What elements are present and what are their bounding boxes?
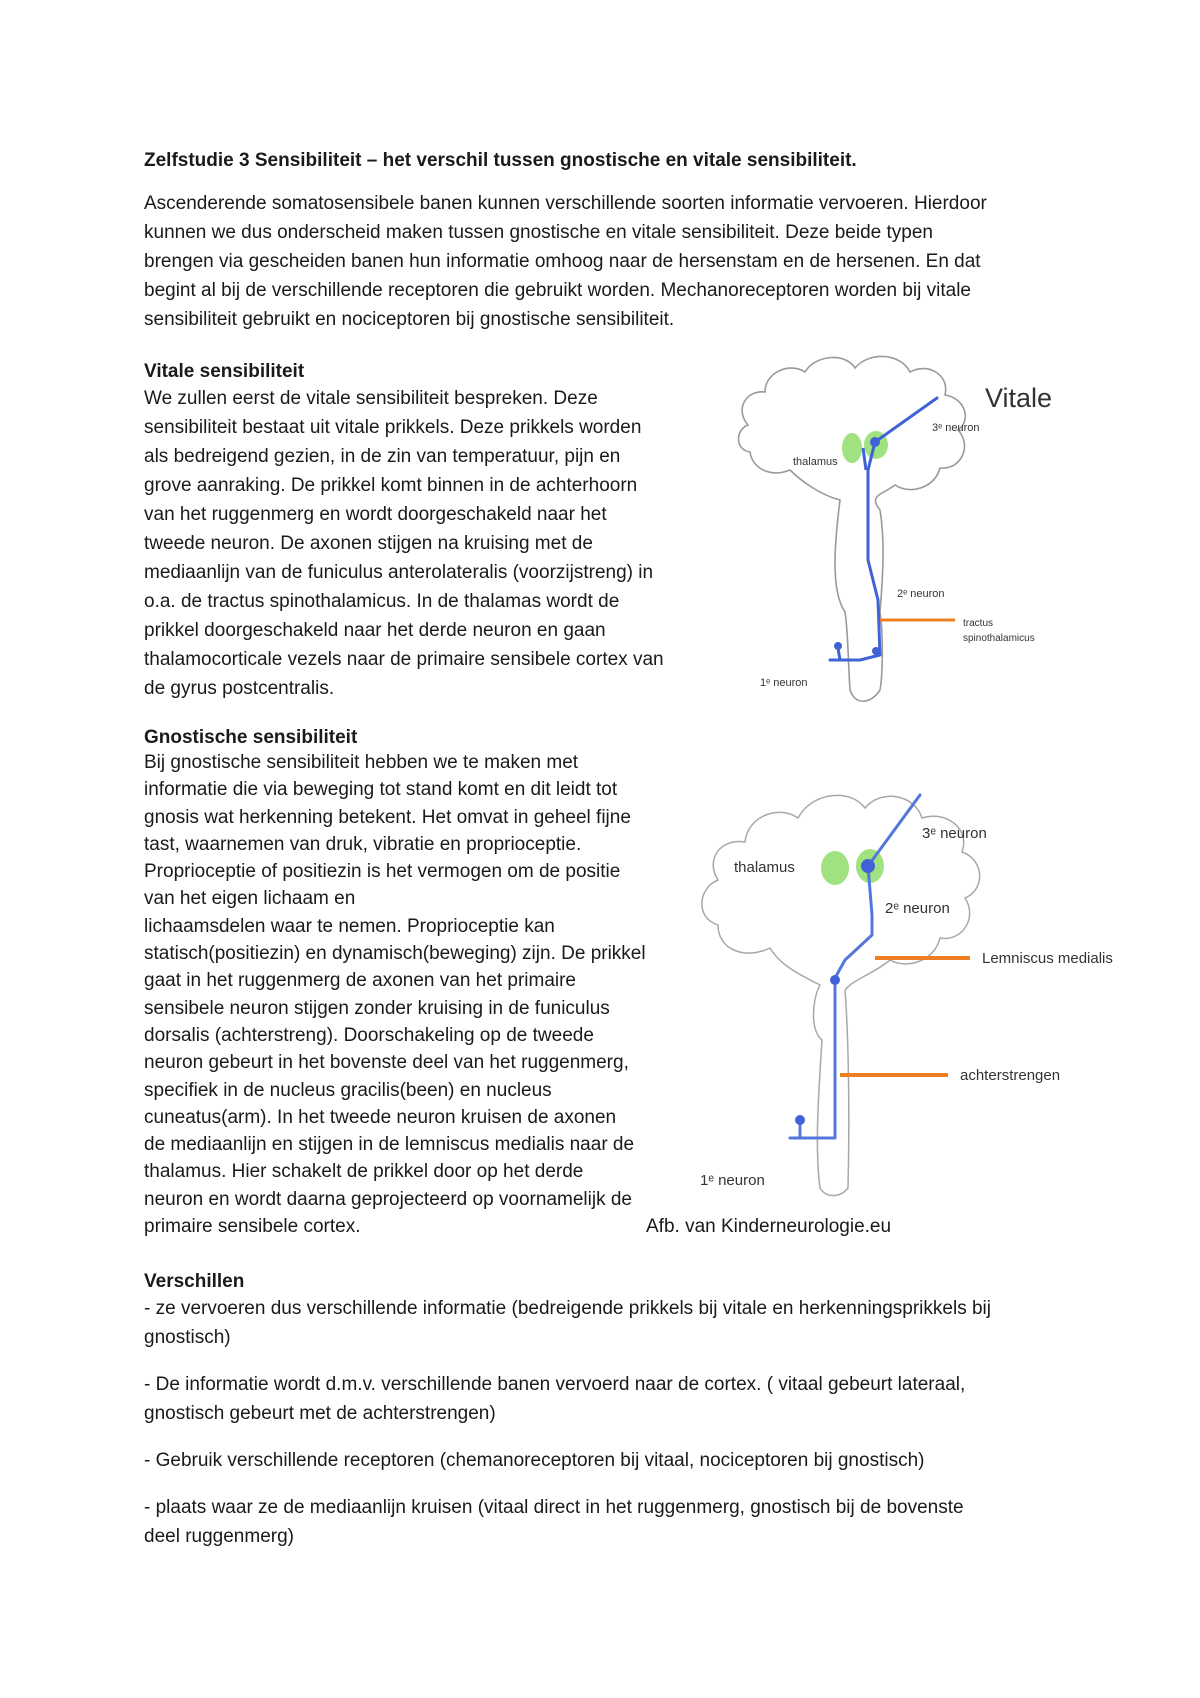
intro-line: begint al bij de verschillende receptoren die gebruikt worden. Mechanoreceptoren worden bij vitale xyxy=(144,280,971,301)
thalamus-left-blob xyxy=(821,851,849,885)
intro-line: Ascenderende somatosensibele banen kunnen verschillende soorten informatie vervoeren. Hierdoor xyxy=(144,193,987,214)
verschillen-line: - Gebruik verschillende receptoren (chemanoreceptoren bij vitaal, nociceptoren bij gnostisch) xyxy=(144,1450,925,1471)
verschillen-line: - ze vervoeren dus verschillende informatie (bedreigende prikkels bij vitale en herkenningsprikkels bij xyxy=(144,1298,991,1319)
label-neuron2: 2ᵉ neuron xyxy=(897,588,945,600)
verschillen-line: gnostisch gebeurt met de achterstrengen) xyxy=(144,1403,496,1424)
vitale-line: thalamocorticale vezels naar de primaire sensibele cortex van xyxy=(144,649,664,670)
vitale-figure-title: Vitale xyxy=(985,383,1053,413)
verschillen-line: - plaats waar ze de mediaanlijn kruisen (vitaal direct in het ruggenmerg, gnostisch bij de bovenste xyxy=(144,1497,964,1518)
section-heading-vitale: Vitale sensibiliteit xyxy=(144,361,305,382)
vitale-line: sensibiliteit bestaat uit vitale prikkels. Deze prikkels worden xyxy=(144,417,642,438)
label-neuron3: 3ᵉ neuron xyxy=(932,422,980,434)
gnostische-line: cuneatus(arm). In het tweede neuron kruisen de axonen xyxy=(144,1106,617,1128)
verschillen-item xyxy=(144,1370,965,1428)
vitale-line: grove aanraking. De prikkel komt binnen in de achterhoorn xyxy=(144,475,638,496)
gnostische-line: thalamus. Hier schakelt de prikkel door op het derde xyxy=(144,1161,584,1183)
vitale-line: tweede neuron. De axonen stijgen na kruising met de xyxy=(144,533,593,554)
gnostische-line: gaat in het ruggenmerg de axonen van het primaire xyxy=(144,970,576,992)
gnostische-line: dorsalis (achterstreng). Doorschakeling op de tweede xyxy=(144,1024,594,1046)
label-lemniscus: Lemniscus medialis xyxy=(982,950,1113,967)
page-title: Zelfstudie 3 Sensibiliteit – het verschil tussen gnostische en vitale sensibiliteit. xyxy=(144,150,857,171)
gnostische-line: informatie die via beweging tot stand komt en dit leidt tot xyxy=(144,779,618,801)
label-neuron3: 3ᵉ neuron xyxy=(922,825,987,842)
label-neuron1: 1ᵉ neuron xyxy=(760,677,808,689)
label-thalamus: thalamus xyxy=(793,456,838,468)
section-heading-verschillen: Verschillen xyxy=(144,1271,245,1292)
verschillen-line: deel ruggenmerg) xyxy=(144,1526,294,1547)
vitale-line: prikkel doorgeschakeld naar het derde neuron en gaan xyxy=(144,620,606,641)
label-neuron1: 1ᵉ neuron xyxy=(700,1172,765,1189)
neuron-3-soma xyxy=(861,859,875,873)
verschillen-item xyxy=(144,1446,924,1475)
vitale-line: o.a. de tractus spinothalamicus. In de thalamas wordt de xyxy=(144,591,620,612)
vitale-line: van het ruggenmerg en wordt doorgeschakeld naar het xyxy=(144,504,607,525)
gnostische-line: de mediaanlijn en stijgen in de lemniscus medialis naar de xyxy=(144,1134,635,1156)
vitale-line: als bedreigend gezien, in de zin van temperatuur, pijn en xyxy=(144,446,621,467)
vitale-line: We zullen eerst de vitale sensibiliteit bespreken. Deze xyxy=(144,388,598,409)
figure-caption: Afb. van Kinderneurologie.eu xyxy=(646,1216,892,1237)
gnostische-line: Bij gnostische sensibiliteit hebben we te maken met xyxy=(144,752,579,773)
label-tractus: tractus xyxy=(963,618,994,629)
gnostische-line: gnosis wat herkenning betekent. Het omvat in geheel fijne xyxy=(144,806,631,828)
gnostische-line: lichaamsdelen waar te nemen. Proprioceptie kan xyxy=(144,915,555,937)
label-achterstrengen: achterstrengen xyxy=(960,1067,1061,1084)
vitale-line: de gyrus postcentralis. xyxy=(144,678,335,699)
vitale-line: mediaanlijn van de funiculus anterolateralis (voorzijstreng) in xyxy=(144,562,654,583)
gnostische-line: tast, waarnemen van druk, vibratie en proprioceptie. xyxy=(144,833,582,855)
neuron-2-soma xyxy=(830,975,840,985)
intro-line: kunnen we dus onderscheid maken tussen gnostische en vitale sensibiliteit. Deze beide typen xyxy=(144,222,933,243)
section-heading-gnostische: Gnostische sensibiliteit xyxy=(144,727,358,748)
verschillen-item xyxy=(144,1294,991,1352)
gnostische-line: van het eigen lichaam en xyxy=(144,888,356,910)
gnostische-line: Proprioceptie of positiezin is het vermogen om de positie xyxy=(144,861,621,883)
verschillen-line: - De informatie wordt d.m.v. verschillende banen vervoerd naar de cortex. ( vitaal gebeurt lateraal, xyxy=(144,1374,966,1395)
verschillen-line: gnostisch) xyxy=(144,1327,231,1348)
gnostische-line: primaire sensibele cortex. xyxy=(144,1216,361,1238)
verschillen-item xyxy=(144,1493,964,1551)
label-spinothalamicus: spinothalamicus xyxy=(963,633,1035,644)
intro-line: sensibiliteit gebruikt en nociceptoren bij gnostische sensibiliteit. xyxy=(144,309,675,330)
gnostische-line: neuron gebeurt in het bovenste deel van het ruggenmerg, xyxy=(144,1052,629,1074)
neuron-1-soma xyxy=(795,1115,805,1125)
intro-line: brengen via gescheiden banen hun informatie omhoog naar de hersenstam en de hersenen. En dat xyxy=(144,251,981,272)
label-thalamus: thalamus xyxy=(734,859,795,876)
label-neuron2: 2ᵉ neuron xyxy=(885,900,950,917)
gnostische-line: sensibele neuron stijgen zonder kruising in de funiculus xyxy=(144,997,610,1019)
gnostische-line: statisch(positiezin) en dynamisch(beweging) zijn. De prikkel xyxy=(144,943,646,965)
gnostische-line: specifiek in de nucleus gracilis(been) en nucleus xyxy=(144,1079,552,1101)
gnostisch-pathway xyxy=(790,795,920,1138)
gnostische-line: neuron en wordt daarna geprojecteerd op voornamelijk de xyxy=(144,1188,632,1210)
